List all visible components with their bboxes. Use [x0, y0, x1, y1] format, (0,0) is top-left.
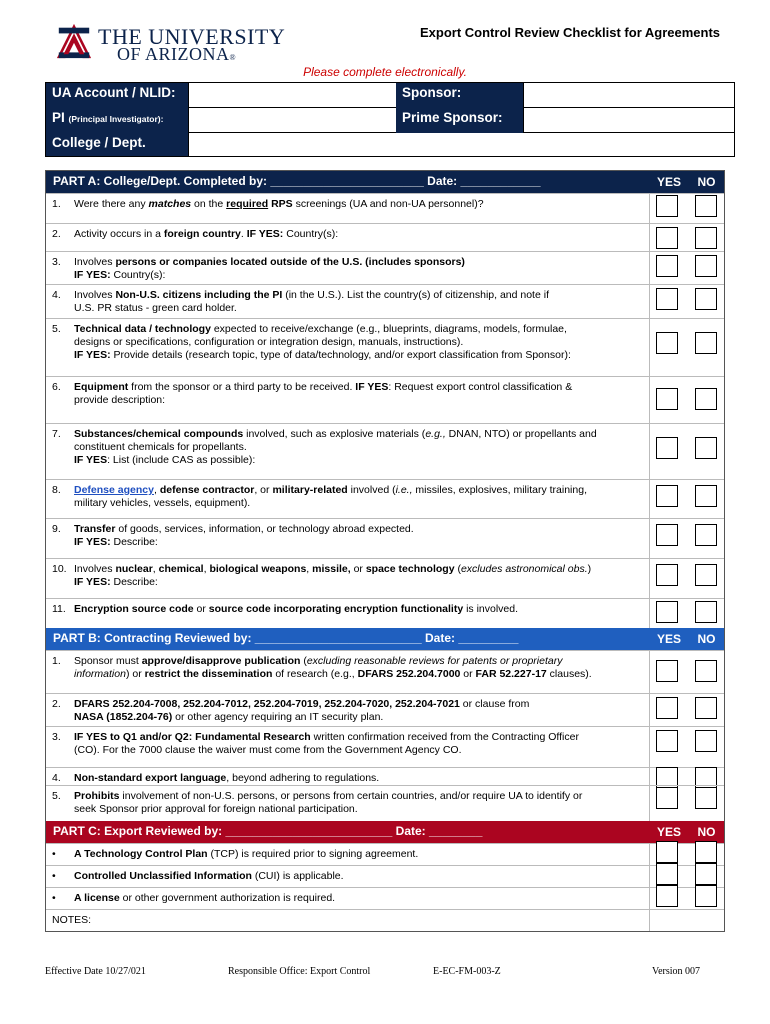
college-label: College / Dept. [46, 133, 188, 156]
item-text: Sponsor must approve/disapprove publication (excluding reasonable reviews for patents or proprietary information) or restrict the dissemination of research (e.g., DFARS 252.204.7000 or FAR 52.227-17 clauses). [74, 655, 592, 680]
item-number: 2. [52, 698, 61, 710]
part-a-row-4 [46, 284, 724, 318]
item-number: • [52, 870, 56, 882]
no-checkbox[interactable] [695, 388, 717, 410]
college-field[interactable] [188, 133, 734, 156]
no-checkbox[interactable] [695, 255, 717, 277]
item-text: Defense agency, defense contractor, or military-related involved (i.e., missiles, explosives, military training, military vehicles, vessels, equipment). [74, 484, 587, 509]
yes-checkbox[interactable] [656, 332, 678, 354]
no-column-header: NO [689, 628, 724, 650]
part-c-row-3 [46, 887, 724, 909]
logo-text-line1: THE UNIVERSITY [98, 24, 286, 49]
item-text: Prohibits involvement of non-U.S. persons, or persons from certain countries, and/or require UA to identify or seek Sponsor prior approval for foreign national participation. [74, 790, 583, 815]
item-text: Activity occurs in a foreign country. IF YES: Country(s): [74, 228, 339, 240]
item-number: 1. [52, 198, 61, 210]
yes-column-header: YES [649, 628, 689, 650]
part-a-row-3 [46, 251, 724, 284]
university-logo-a-icon [55, 22, 93, 60]
item-text: Encryption source code or source code incorporating encryption functionality is involved. [74, 603, 519, 615]
no-checkbox[interactable] [695, 437, 717, 459]
item-number: 6. [52, 381, 61, 393]
notes-label: NOTES: [52, 914, 92, 926]
info-box [45, 82, 735, 157]
part-c-row-2 [46, 865, 724, 887]
part-c-heading: PART C: Export Reviewed by: _________________________ Date: ________ [46, 821, 649, 843]
no-checkbox[interactable] [695, 787, 717, 809]
part-a-row-2 [46, 223, 724, 251]
yes-checkbox[interactable] [656, 863, 678, 885]
pi-field[interactable] [188, 108, 396, 133]
no-column-header: NO [689, 171, 724, 193]
yes-checkbox[interactable] [656, 660, 678, 682]
item-text: Non-standard export language, beyond adhering to regulations. [74, 772, 380, 784]
part-a-row-10 [46, 558, 724, 598]
no-checkbox[interactable] [695, 195, 717, 217]
instruction-text: Please complete electronically. [303, 65, 467, 79]
yes-checkbox[interactable] [656, 288, 678, 310]
part-a-row-1 [46, 193, 724, 223]
item-number: 7. [52, 428, 61, 440]
item-text: DFARS 252.204-7008, 252.204-7012, 252.204-7019, 252.204-7020, 252.204-7021 or clause from NASA (1852.204-76) or other agency requiring an IT security plan. [74, 698, 530, 723]
item-number: • [52, 848, 56, 860]
yes-checkbox[interactable] [656, 885, 678, 907]
sponsor-field[interactable] [523, 83, 734, 108]
no-checkbox[interactable] [695, 485, 717, 507]
part-c-row-1 [46, 843, 724, 865]
item-number: 3. [52, 731, 61, 743]
footer-effective-date: Effective Date 10/27/021 [45, 966, 146, 977]
item-text: Equipment from the sponsor or a third party to be received. IF YES: Request export control classification & provide description: [74, 381, 573, 406]
item-number: 5. [52, 323, 61, 335]
part-b-row-2 [46, 693, 724, 726]
yes-checkbox[interactable] [656, 787, 678, 809]
logo-text-line2: OF ARIZONA® [117, 44, 237, 64]
item-number: 4. [52, 289, 61, 301]
part-b-row-1 [46, 650, 724, 693]
yes-checkbox[interactable] [656, 255, 678, 277]
footer-version: Version 007 [652, 966, 701, 977]
item-text: Involves nuclear, chemical, biological weapons, missile, or space technology (excludes astronomical obs.) IF YES: Describe: [74, 563, 592, 588]
part-a-row-5 [46, 318, 724, 376]
yes-checkbox[interactable] [656, 485, 678, 507]
part-b-row-5 [46, 785, 724, 823]
yes-checkbox[interactable] [656, 195, 678, 217]
no-checkbox[interactable] [695, 564, 717, 586]
yes-column-header: YES [649, 821, 689, 843]
pi-label: PI (Principal Investigator): [46, 108, 188, 133]
no-checkbox[interactable] [695, 524, 717, 546]
yes-checkbox[interactable] [656, 841, 678, 863]
yes-checkbox[interactable] [656, 437, 678, 459]
item-number: 4. [52, 772, 61, 784]
item-text: Were there any matches on the required RPS screenings (UA and non-UA personnel)? [74, 198, 484, 210]
notes-row [46, 909, 724, 931]
item-number: 11. [52, 603, 66, 615]
item-text: A license or other government authorization is required. [74, 892, 336, 904]
prime-sponsor-field[interactable] [523, 108, 734, 133]
checklist-table [45, 170, 725, 932]
no-checkbox[interactable] [695, 660, 717, 682]
yes-checkbox[interactable] [656, 227, 678, 249]
yes-checkbox[interactable] [656, 730, 678, 752]
item-number: 8. [52, 484, 61, 496]
item-number: 1. [52, 655, 61, 667]
no-checkbox[interactable] [695, 332, 717, 354]
document-title: Export Control Review Checklist for Agreements [420, 25, 721, 40]
part-a-row-6 [46, 376, 724, 423]
part-b-heading: PART B: Contracting Reviewed by: _________________________ Date: _________ [46, 628, 649, 650]
part-a-row-9 [46, 518, 724, 558]
no-checkbox[interactable] [695, 863, 717, 885]
ua-account-field[interactable] [188, 83, 396, 108]
part-a-row-8 [46, 479, 724, 518]
no-checkbox[interactable] [695, 288, 717, 310]
no-checkbox[interactable] [695, 601, 717, 623]
item-text: Technical data / technology expected to receive/exchange (e.g., blueprints, diagrams, models, formulae, designs or specifications, configuration or integration design, manuals, instructions). IF YES: Provide details (research topic, type of data/technology, and/or export classification from Sponsor): [74, 323, 571, 361]
sponsor-label: Sponsor: [396, 83, 523, 108]
no-checkbox[interactable] [695, 227, 717, 249]
no-checkbox[interactable] [695, 730, 717, 752]
footer-form-code: E-EC-FM-003-Z [433, 966, 501, 977]
yes-checkbox[interactable] [656, 564, 678, 586]
item-text: Involves persons or companies located outside of the U.S. (includes sponsors) IF YES: Country(s): [74, 256, 465, 281]
yes-checkbox[interactable] [656, 697, 678, 719]
part-a-row-11 [46, 598, 724, 628]
item-number: 3. [52, 256, 61, 268]
no-checkbox[interactable] [695, 841, 717, 863]
yes-checkbox[interactable] [656, 524, 678, 546]
yes-checkbox[interactable] [656, 601, 678, 623]
item-number: 5. [52, 790, 61, 802]
item-number: 10. [52, 563, 67, 575]
no-checkbox[interactable] [695, 885, 717, 907]
part-b-row-3 [46, 726, 724, 767]
item-number: 2. [52, 228, 61, 240]
item-text: Substances/chemical compounds involved, such as explosive materials (e.g., DNAN, NTO) or propellants and constituent chemicals for propellants. IF YES: List (include CAS as possible): [74, 428, 597, 466]
item-text: Transfer of goods, services, information, or technology abroad expected. IF YES: Describe: [74, 523, 414, 548]
item-number: • [52, 892, 56, 904]
no-checkbox[interactable] [695, 697, 717, 719]
item-text: IF YES to Q1 and/or Q2: Fundamental Research written confirmation received from the Contracting Officer (CO). For the 7000 clause the waiver must come from the Government Agency CO. [74, 731, 579, 756]
item-text: A Technology Control Plan (TCP) is required prior to signing agreement. [74, 848, 419, 860]
prime-sponsor-label: Prime Sponsor: [396, 108, 523, 133]
part-a-row-7 [46, 423, 724, 479]
part-a-heading: PART A: College/Dept. Completed by: _______________________ Date: ____________ [46, 171, 649, 193]
yes-checkbox[interactable] [656, 388, 678, 410]
no-column-header: NO [689, 821, 724, 843]
item-text: Involves Non-U.S. citizens including the PI (in the U.S.). List the country(s) of citizenship, and note if U.S. PR status - green card holder. [74, 289, 549, 314]
yes-column-header: YES [649, 171, 689, 193]
ua-account-label: UA Account / NLID: [46, 83, 188, 108]
item-text: Controlled Unclassified Information (CUI) is applicable. [74, 870, 344, 882]
footer-responsible-office: Responsible Office: Export Control [228, 966, 371, 977]
part-b-row-4 [46, 767, 724, 785]
item-number: 9. [52, 523, 61, 535]
